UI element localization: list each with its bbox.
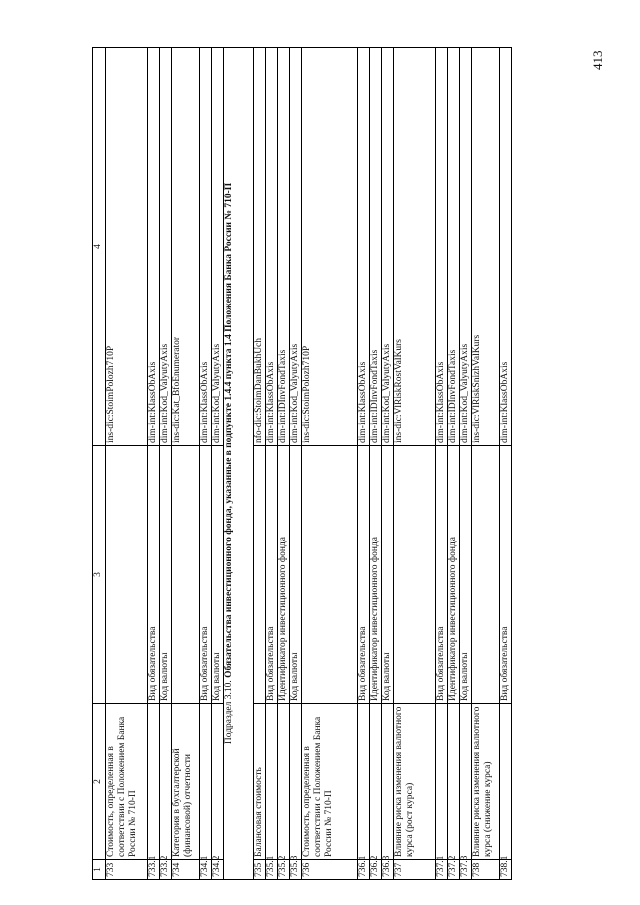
dimension-name: Код валюты: [160, 446, 172, 704]
row-number: 735.2: [278, 860, 290, 880]
element-code: dim-int:IDInvFondTaxis: [370, 48, 382, 446]
indicator-name: Влияние риска изменения валютного курса (снижение курса): [472, 704, 500, 860]
rotated-table-container: [92, 48, 542, 880]
table-row: [448, 48, 460, 880]
dimension-name: Вид обязательства: [266, 446, 278, 704]
dimension-name: Вид обязательства: [500, 446, 512, 704]
rotated-table-area: [92, 48, 542, 880]
table-row: [106, 48, 148, 880]
element-code: ins-dic:VlRiskSnizhValKurs: [472, 48, 500, 446]
row-number: 735.3: [290, 860, 302, 880]
row-number: 736.2: [370, 860, 382, 880]
dimension-name: Вид обязательства: [358, 446, 370, 704]
row-number: 736.3: [382, 860, 394, 880]
dimension-name: Код валюты: [460, 446, 472, 704]
indicator-name: [436, 704, 448, 860]
table-row: [200, 48, 212, 880]
column-number-header-row: [93, 48, 106, 880]
row-number: 737: [394, 860, 436, 880]
indicator-name: [358, 704, 370, 860]
table-row: [266, 48, 278, 880]
element-code: dim-int:IDInvFondTaxis: [448, 48, 460, 446]
table-row: [172, 48, 200, 880]
element-code: dim-int:KlassObAxis: [436, 48, 448, 446]
attribute-table: [92, 47, 512, 880]
table-row: [436, 48, 448, 880]
row-number: 738: [472, 860, 500, 880]
row-number: 737.3: [460, 860, 472, 880]
indicator-name: [200, 704, 212, 860]
column-number-3: 3: [93, 446, 106, 704]
row-number: 733: [106, 860, 148, 880]
indicator-name: [160, 704, 172, 860]
dimension-name: Вид обязательства: [436, 446, 448, 704]
element-code: dim-int:KlassObAxis: [200, 48, 212, 446]
indicator-name: [500, 704, 512, 860]
element-code: dim-int:Kod_ValyutyAxis: [290, 48, 302, 446]
indicator-name: [370, 704, 382, 860]
row-number: 737.1: [436, 860, 448, 880]
column-number-1: 1: [93, 860, 106, 880]
dimension-name: Код валюты: [382, 446, 394, 704]
table-row: [472, 48, 500, 880]
dimension-name: [106, 446, 148, 704]
element-code: dim-int:KlassObAxis: [358, 48, 370, 446]
table-row: [302, 48, 358, 880]
dimension-name: Код валюты: [290, 446, 302, 704]
element-code: dim-int:Kod_ValyutyAxis: [382, 48, 394, 446]
table-row: [358, 48, 370, 880]
dimension-name: [172, 446, 200, 704]
indicator-name: [212, 704, 224, 860]
row-number: 733.1: [148, 860, 160, 880]
element-code: dim-int:Kod_ValyutyAxis: [212, 48, 224, 446]
indicator-name: [382, 704, 394, 860]
table-row: [278, 48, 290, 880]
indicator-name: Влияние риска изменения валютного курса (рост курса): [394, 704, 436, 860]
element-code: ins-dic:VlRiskRostValKurs: [394, 48, 436, 446]
row-number: 737.2: [448, 860, 460, 880]
dimension-name: Идентификатор инвестиционного фонда: [370, 446, 382, 704]
table-row: [148, 48, 160, 880]
table-row: [160, 48, 172, 880]
dimension-name: [394, 446, 436, 704]
row-number: 736: [302, 860, 358, 880]
table-row: [394, 48, 436, 880]
indicator-name: [266, 704, 278, 860]
indicator-name: Балансовая стоимость: [254, 704, 266, 860]
element-code: dim-int:IDInvFondTaxis: [278, 48, 290, 446]
section-title: Обязательства инвестиционного фонда, указанные в подпункте 1.4.4 пункта 1.4 Положения Банка России № 710-П: [224, 182, 234, 678]
indicator-name: [460, 704, 472, 860]
table-row: [382, 48, 394, 880]
table-row: [500, 48, 512, 880]
indicator-name: [278, 704, 290, 860]
indicator-name: Стоимость, определенная в соответствии с Положением Банка России № 710-П: [106, 704, 148, 860]
element-code: dim-int:KlassObAxis: [148, 48, 160, 446]
element-code: ins-dic:StoimPolozh710P: [302, 48, 358, 446]
dimension-name: [472, 446, 500, 704]
dimension-name: [254, 446, 266, 704]
indicator-name: Стоимость, определенная в соответствии с Положением Банка России № 710-П: [302, 704, 358, 860]
column-number-4: 4: [93, 48, 106, 446]
row-number: 734.2: [212, 860, 224, 880]
indicator-name: Категория в бухгалтерской (финансовой) отчетности: [172, 704, 200, 860]
table-row: [254, 48, 266, 880]
section-heading: [224, 48, 254, 880]
element-code: dim-int:KlassObAxis: [500, 48, 512, 446]
indicator-name: [448, 704, 460, 860]
element-code: dim-int:Kod_ValyutyAxis: [160, 48, 172, 446]
element-code: ins-dic:Kat_BfoEnumerator: [172, 48, 200, 446]
row-number: 734: [172, 860, 200, 880]
row-number: 735.1: [266, 860, 278, 880]
element-code: ins-dic:StoimPolozh710P: [106, 48, 148, 446]
table-row: [212, 48, 224, 880]
column-number-2: 2: [93, 704, 106, 860]
dimension-name: Идентификатор инвестиционного фонда: [278, 446, 290, 704]
dimension-name: Вид обязательства: [200, 446, 212, 704]
indicator-name: [148, 704, 160, 860]
row-number: 734.1: [200, 860, 212, 880]
indicator-name: [290, 704, 302, 860]
dimension-name: Идентификатор инвестиционного фонда: [448, 446, 460, 704]
row-number: 735: [254, 860, 266, 880]
dimension-name: Код валюты: [212, 446, 224, 704]
section-header-row: [224, 48, 254, 880]
row-number: 736.1: [358, 860, 370, 880]
section-prefix: Подраздел 3.10.: [224, 680, 234, 745]
element-code: nfo-dic:StoimDanBukhUch: [254, 48, 266, 446]
element-code: dim-int:Kod_ValyutyAxis: [460, 48, 472, 446]
element-code: dim-int:KlassObAxis: [266, 48, 278, 446]
page-number: 413: [590, 50, 605, 70]
row-number: 733.2: [160, 860, 172, 880]
table-row: [460, 48, 472, 880]
dimension-name: [302, 446, 358, 704]
dimension-name: Вид обязательства: [148, 446, 160, 704]
table-row: [370, 48, 382, 880]
row-number: 738.1: [500, 860, 512, 880]
table-row: [290, 48, 302, 880]
